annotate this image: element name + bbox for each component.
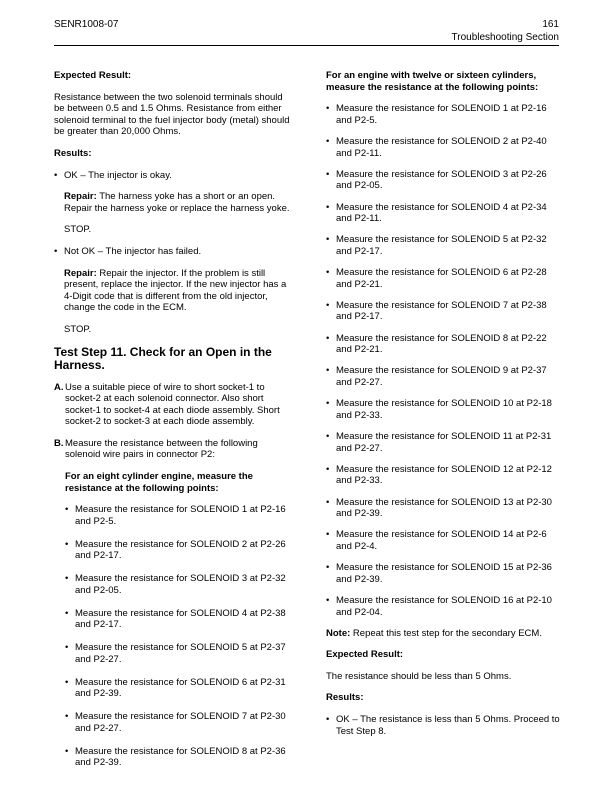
list-item: • Measure the resistance for SOLENOID 9 at P2-37 and P2-27. bbox=[326, 365, 562, 388]
list-item: • Measure the resistance for SOLENOID 11 at P2-31 and P2-27. bbox=[326, 431, 562, 454]
list-item: • Measure the resistance for SOLENOID 12 at P2-12 and P2-33. bbox=[326, 464, 562, 487]
step-b-text: Measure the resistance between the following solenoid wire pairs in connector P2: bbox=[65, 437, 258, 461]
list-item: • Measure the resistance for SOLENOID 5 at P2-32 and P2-17. bbox=[326, 234, 562, 257]
expected-result-title-2: Expected Result: bbox=[326, 649, 404, 661]
list-item: • Measure the resistance for SOLENOID 1 at P2-16 and P2-5. bbox=[65, 504, 290, 527]
list-item: • Measure the resistance for SOLENOID 6 at P2-31 and P2-39. bbox=[65, 677, 290, 700]
eight-cylinder-section bbox=[54, 471, 290, 769]
step-a bbox=[54, 382, 290, 428]
list-item: • Measure the resistance for SOLENOID 16 at P2-10 and P2-04. bbox=[326, 595, 562, 618]
list-item: • Measure the resistance for SOLENOID 2 at P2-40 and P2-11. bbox=[326, 136, 562, 159]
list-item: • Measure the resistance for SOLENOID 13 at P2-30 and P2-39. bbox=[326, 497, 562, 520]
results-title-2: Results: bbox=[326, 692, 364, 704]
result-ok: • OK – The injector is okay. bbox=[54, 170, 290, 182]
note-text: Repeat this test step for the secondary ECM. bbox=[350, 627, 542, 639]
stop-1: STOP. bbox=[64, 224, 92, 236]
repair-label: Repair: bbox=[64, 191, 97, 203]
list-item: • Measure the resistance for SOLENOID 5 at P2-37 and P2-27. bbox=[65, 642, 290, 665]
step-a-label: A. bbox=[54, 381, 64, 393]
result-ok-2: • OK – The resistance is less than 5 Ohms. Proceed to Test Step 8. bbox=[326, 714, 562, 737]
list-item: • Measure the resistance for SOLENOID 14 at P2-6 and P2-4. bbox=[326, 529, 562, 552]
list-item: • Measure the resistance for SOLENOID 4 at P2-34 and P2-11. bbox=[326, 202, 562, 225]
repair-label: Repair: bbox=[64, 267, 97, 279]
expected-result-text-2: The resistance should be less than 5 Ohms. bbox=[326, 670, 512, 682]
list-item: • Measure the resistance for SOLENOID 8 at P2-22 and P2-21. bbox=[326, 333, 562, 356]
list-item: • Measure the resistance for SOLENOID 1 at P2-16 and P2-5. bbox=[326, 103, 562, 126]
list-item: • Measure the resistance for SOLENOID 3 at P2-32 and P2-05. bbox=[65, 573, 290, 596]
test-step-heading: Test Step 11. Check for an Open in the Harness. bbox=[54, 344, 272, 372]
notok-repair bbox=[54, 268, 290, 314]
expected-result-text: Resistance between the two solenoid terminals should be between 0.5 and 1.5 Ohms. Resistance from either solenoid terminal to the fuel injector body (metal) should be greater than 20,000 Ohms. bbox=[54, 91, 290, 138]
note-label: Note: bbox=[326, 627, 351, 639]
list-item: • Measure the resistance for SOLENOID 8 at P2-36 and P2-39. bbox=[65, 746, 290, 769]
eight-cylinder-title: For an eight cylinder engine, measure the resistance at the following points: bbox=[65, 471, 253, 494]
expected-result-title: Expected Result: bbox=[54, 70, 132, 81]
note bbox=[326, 628, 562, 640]
step-a-text: Use a suitable piece of wire to short socket-1 to socket-2 at each solenoid connector. Also short socket-1 to socket-4 at each diode assembly. Short socket-2 to socket-3 at each diode assembly. bbox=[65, 381, 280, 428]
left-column bbox=[54, 70, 290, 780]
right-column bbox=[326, 70, 562, 747]
list-item: • Measure the resistance for SOLENOID 10 at P2-18 and P2-33. bbox=[326, 398, 562, 421]
section-title: Troubleshooting Section bbox=[451, 31, 559, 43]
page-header-right bbox=[452, 19, 559, 44]
step-b bbox=[54, 438, 290, 461]
list-item: • Measure the resistance for SOLENOID 2 at P2-26 and P2-17. bbox=[65, 539, 290, 562]
list-item: • Measure the resistance for SOLENOID 4 at P2-38 and P2-17. bbox=[65, 608, 290, 631]
step-b-label: B. bbox=[54, 437, 64, 449]
ok-repair bbox=[54, 191, 290, 214]
notok-repair-text: Repair the injector. If the problem is still present, replace the injector. If the new injector has a 4-Digit code that is different from the old injector, change the code in the ECM. bbox=[64, 267, 287, 314]
results-title: Results: bbox=[54, 147, 92, 159]
stop-2: STOP. bbox=[64, 323, 92, 335]
result-not-ok: • Not OK – The injector has failed. bbox=[54, 246, 290, 258]
list-item: • Measure the resistance for SOLENOID 6 at P2-28 and P2-21. bbox=[326, 267, 562, 290]
list-item: • Measure the resistance for SOLENOID 15 at P2-36 and P2-39. bbox=[326, 562, 562, 585]
list-item: • Measure the resistance for SOLENOID 7 at P2-38 and P2-17. bbox=[326, 300, 562, 323]
list-item: • Measure the resistance for SOLENOID 3 at P2-26 and P2-05. bbox=[326, 169, 562, 192]
ok-repair-text: The harness yoke has a short or an open. Repair the harness yoke or replace the harness yoke. bbox=[64, 191, 290, 214]
page-number: 161 bbox=[542, 19, 559, 30]
document-id: SENR1008-07 bbox=[54, 19, 119, 30]
twelve-cylinder-title: For an engine with twelve or sixteen cylinders, measure the resistance at the following points: bbox=[326, 70, 539, 93]
header-rule bbox=[54, 45, 559, 46]
list-item: • Measure the resistance for SOLENOID 7 at P2-30 and P2-27. bbox=[65, 711, 290, 734]
